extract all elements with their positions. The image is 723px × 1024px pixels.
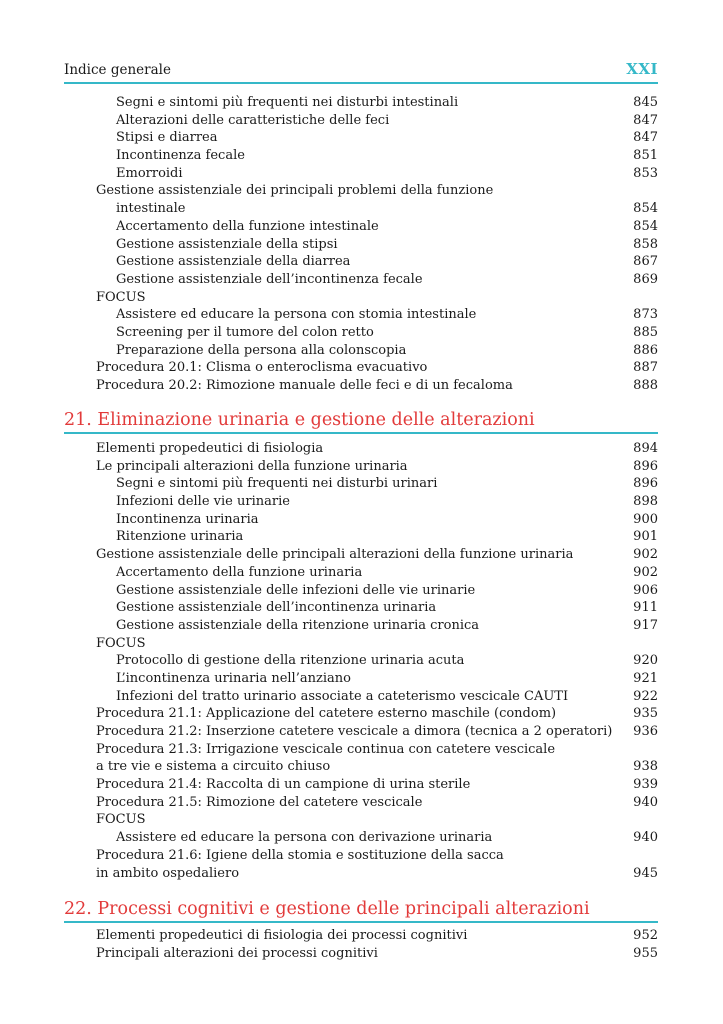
toc-entry	[96, 236, 658, 254]
toc-entry-page: 955	[633, 945, 658, 961]
toc-entry	[96, 635, 658, 653]
toc-entry-page: 894	[633, 441, 658, 456]
toc-entry-page: 887	[633, 360, 658, 376]
toc-entry-text: Assistere ed educare la persona con derivazione urinaria	[116, 830, 493, 846]
toc-entry-text: Gestione assistenziale della diarrea	[116, 254, 351, 270]
toc-entry-text: FOCUS	[96, 289, 146, 305]
toc-entry-page: 952	[633, 928, 658, 943]
toc-entry-page: 886	[633, 342, 658, 358]
toc-entry-page: 940	[633, 794, 658, 810]
toc-entry-page: 936	[633, 724, 658, 739]
toc-entry	[96, 324, 658, 342]
toc-entry-text: Segni e sintomi più frequenti nei disturbi urinari	[116, 476, 438, 492]
toc-entry-text: Assistere ed educare la persona con stomia intestinale	[116, 307, 477, 323]
toc-entry	[96, 829, 658, 847]
toc-entry	[96, 723, 658, 741]
toc-entry-text: intestinale	[116, 201, 186, 217]
toc-entry-page: 921	[633, 670, 658, 686]
toc-entry	[96, 112, 658, 130]
toc-entry-page: 896	[633, 476, 658, 492]
toc-entry-page: 901	[633, 529, 658, 545]
chapter-heading-22	[64, 893, 658, 923]
toc-section-top	[96, 94, 658, 395]
toc-entry-text: Procedura 20.1: Clisma o enteroclisma evacuativo	[96, 360, 428, 376]
toc-entry	[96, 811, 658, 829]
toc-entry	[96, 794, 658, 812]
running-title: Indice generale	[64, 62, 171, 78]
toc-entry-page: 900	[633, 511, 658, 527]
toc-entry-text: Elementi propedeutici di fisiologia dei processi cognitivi	[96, 928, 468, 943]
page-number: XXI	[626, 60, 658, 78]
toc-entry	[96, 377, 658, 395]
toc-entry-text: Incontinenza fecale	[116, 148, 245, 164]
toc-entry	[96, 253, 658, 271]
toc-entry-page: 938	[633, 759, 658, 775]
toc-entry-page: 888	[633, 378, 658, 393]
toc-entry-text: Gestione assistenziale della stipsi	[116, 236, 338, 252]
toc-entry-page: 867	[633, 254, 658, 270]
toc-entry-text: Gestione assistenziale dell’incontinenza urinaria	[116, 600, 437, 616]
toc-section-chapter-22	[96, 927, 658, 962]
toc-entry-page: 935	[633, 706, 658, 722]
toc-entry	[96, 670, 658, 688]
toc-entry-page: 911	[633, 600, 658, 616]
toc-entry-text: Procedura 21.6: Igiene della stomia e sostituzione della sacca	[96, 847, 504, 863]
toc-entry-page: 851	[633, 148, 658, 164]
toc-entry-text: Le principali alterazioni della funzione urinaria	[96, 458, 408, 474]
toc-entry	[96, 129, 658, 147]
chapter-title: 22. Processi cognitivi e gestione delle principali alterazioni	[64, 899, 590, 919]
toc-entry	[96, 564, 658, 582]
toc-entry-page: 920	[633, 653, 658, 669]
page-header	[64, 58, 658, 84]
toc-entry-text: Procedura 21.3: Irrigazione vescicale continua con catetere vescicale	[96, 741, 556, 757]
toc-entry	[96, 865, 658, 883]
toc-entry	[96, 758, 658, 776]
toc-entry	[96, 582, 658, 600]
toc-entry-text: Procedura 21.1: Applicazione del catetere esterno maschile (condom)	[96, 706, 557, 722]
toc-entry-text: Procedura 21.5: Rimozione del catetere vescicale	[96, 794, 423, 810]
toc-entry-text: Alterazioni delle caratteristiche delle feci	[116, 112, 390, 128]
toc-entry-page: 902	[633, 547, 658, 563]
toc-entry-text: Emorroidi	[116, 165, 183, 181]
toc-entry-page: 854	[633, 218, 658, 234]
toc-entry	[96, 705, 658, 723]
toc-entry-text: FOCUS	[96, 812, 146, 828]
toc-entry	[96, 528, 658, 546]
toc-entry	[96, 617, 658, 635]
toc-entry	[96, 342, 658, 360]
toc-entry	[96, 546, 658, 564]
toc-entry	[96, 511, 658, 529]
toc-entry-page: 858	[633, 236, 658, 252]
toc-entry-text: Incontinenza urinaria	[116, 511, 259, 527]
toc-entry	[96, 94, 658, 112]
toc-entry	[96, 945, 658, 963]
toc-entry-page: 869	[633, 271, 658, 287]
toc-entry	[96, 847, 658, 865]
toc-section-chapter-21	[96, 440, 658, 882]
toc-entry-page: 873	[633, 307, 658, 323]
toc-entry-page: 853	[633, 165, 658, 181]
toc-entry	[96, 271, 658, 289]
chapter-title: 21. Eliminazione urinaria e gestione delle alterazioni	[64, 410, 535, 430]
toc-entry	[96, 475, 658, 493]
toc-entry	[96, 927, 658, 945]
toc-entry-page: 898	[633, 494, 658, 510]
toc-entry-text: Gestione assistenziale dell’incontinenza fecale	[116, 271, 423, 287]
toc-entry-text: a tre vie e sistema a circuito chiuso	[96, 759, 331, 775]
toc-entry-page: 906	[633, 582, 658, 598]
toc-entry	[96, 652, 658, 670]
toc-entry-text: Ritenzione urinaria	[116, 529, 244, 545]
toc-entry-page: 940	[633, 830, 658, 846]
toc-entry-text: Gestione assistenziale delle infezioni delle vie urinarie	[116, 582, 476, 598]
toc-entry-text: Gestione assistenziale della ritenzione urinaria cronica	[116, 617, 480, 633]
toc-entry	[96, 688, 658, 706]
toc-entry-text: Segni e sintomi più frequenti nei disturbi intestinali	[116, 95, 459, 110]
toc-entry-page: 896	[633, 458, 658, 474]
toc-entry	[96, 289, 658, 307]
toc-entry-text: Procedura 21.2: Inserzione catetere vescicale a dimora (tecnica a 2 operatori)	[96, 724, 613, 739]
toc-entry	[96, 147, 658, 165]
toc-entry-page: 845	[633, 95, 658, 110]
toc-entry-page: 939	[633, 777, 658, 793]
toc-entry	[96, 218, 658, 236]
toc-entry-page: 945	[633, 865, 658, 881]
toc-entry-page: 854	[633, 201, 658, 217]
toc-entry	[96, 599, 658, 617]
toc-entry-page: 902	[633, 564, 658, 580]
toc-entry-text: FOCUS	[96, 635, 146, 651]
toc-entry	[96, 493, 658, 511]
toc-entry-text: Gestione assistenziale delle principali alterazioni della funzione urinaria	[96, 547, 574, 563]
toc-entry-page: 885	[633, 324, 658, 340]
toc-entry-text: Screening per il tumore del colon retto	[116, 324, 374, 340]
chapter-heading-21	[64, 404, 658, 434]
toc-entry-text: in ambito ospedaliero	[96, 865, 240, 881]
toc-entry	[96, 182, 658, 200]
toc-entry-text: Stipsi e diarrea	[116, 130, 218, 146]
toc-entry-text: Procedura 20.2: Rimozione manuale delle feci e di un fecaloma	[96, 378, 513, 393]
toc-entry	[96, 165, 658, 183]
toc-entry-page: 847	[633, 112, 658, 128]
toc-entry-text: Procedura 21.4: Raccolta di un campione di urina sterile	[96, 777, 471, 793]
toc-entry-page: 847	[633, 130, 658, 146]
toc-entry-text: Infezioni delle vie urinarie	[116, 494, 290, 510]
toc-entry-text: Elementi propedeutici di fisiologia	[96, 441, 324, 456]
toc-entry-text: Principali alterazioni dei processi cognitivi	[96, 945, 378, 961]
toc-entry-text: Accertamento della funzione urinaria	[116, 564, 363, 580]
toc-entry-page: 922	[633, 688, 658, 704]
toc-entry	[96, 458, 658, 476]
toc-entry-text: Infezioni del tratto urinario associate a cateterismo vescicale CAUTI	[116, 688, 569, 704]
toc-entry-text: Protocollo di gestione della ritenzione urinaria acuta	[116, 653, 465, 669]
toc-entry	[96, 776, 658, 794]
toc-entry-text: Accertamento della funzione intestinale	[116, 218, 379, 234]
toc-entry	[96, 200, 658, 218]
toc-entry-text: Gestione assistenziale dei principali problemi della funzione	[96, 183, 494, 199]
toc-entry-text: Preparazione della persona alla colonscopia	[116, 342, 407, 358]
toc-entry	[96, 306, 658, 324]
toc-entry	[96, 359, 658, 377]
toc-entry	[96, 741, 658, 759]
toc-entry	[96, 440, 658, 458]
toc-entry-text: L’incontinenza urinaria nell’anziano	[116, 670, 351, 686]
toc-entry-page: 917	[633, 617, 658, 633]
